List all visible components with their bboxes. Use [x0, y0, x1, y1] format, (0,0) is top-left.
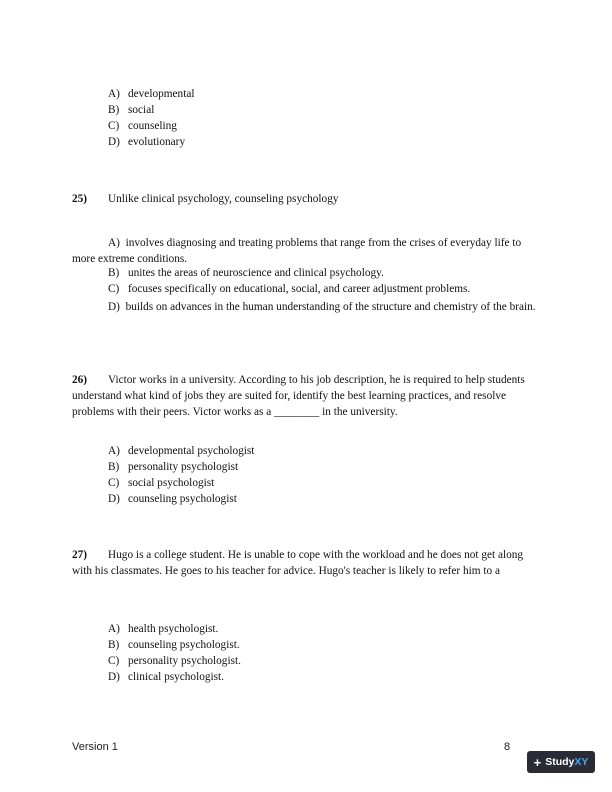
- q25-number: 25): [72, 193, 88, 205]
- plus-icon: +: [533, 754, 542, 770]
- q26-number: 26): [72, 374, 88, 386]
- q26-stem: 26) Victor works in a university. According to his job description, he is required to help students understand what kind of jobs they are suited for, identify the best learning practices, and resolve problems with their peers. Victor works as a ________ in the university.: [72, 374, 525, 418]
- q26-option-d: D) counseling psychologist: [108, 493, 237, 505]
- q27-option-a: A) health psychologist.: [108, 623, 219, 635]
- q24-option-d: D) evolutionary: [108, 136, 186, 148]
- q27-number: 27): [72, 549, 88, 561]
- q26-option-a: A) developmental psychologist: [108, 445, 255, 457]
- q25-stem: Unlike clinical psychology, counseling psychology: [108, 193, 339, 205]
- q24-option-c: C) counseling: [108, 120, 177, 132]
- q25-option-b: B) unites the areas of neuroscience and clinical psychology.: [108, 267, 384, 279]
- q26-option-c: C) social psychologist: [108, 477, 215, 489]
- q27-option-c: C) personality psychologist.: [108, 655, 241, 667]
- q27-stem: 27) Hugo is a college student. He is unable to cope with the workload and he does not get along with his classmates. He goes to his teacher for advice. Hugo's teacher is likely to refer him to a: [72, 549, 524, 577]
- brand-name: StudyXY: [545, 756, 589, 768]
- footer-version: Version 1: [72, 741, 118, 753]
- q24-option-b: B) social: [108, 104, 155, 116]
- studyxy-badge[interactable]: [527, 751, 595, 773]
- q25-option-a: A) involves diagnosing and treating problems that range from the crises of everyday life to more extreme conditions.: [72, 237, 522, 265]
- footer-page-number: 8: [504, 741, 511, 753]
- q24-option-a: A) developmental: [108, 88, 195, 100]
- q25-option-d: D) builds on advances in the human understanding of the structure and chemistry of the brain.: [108, 301, 536, 313]
- q27-option-d: D) clinical psychologist.: [108, 671, 225, 683]
- q27-option-b: B) counseling psychologist.: [108, 639, 240, 651]
- q26-option-b: B) personality psychologist: [108, 461, 239, 473]
- q25-option-c: C) focuses specifically on educational, social, and career adjustment problems.: [108, 283, 471, 295]
